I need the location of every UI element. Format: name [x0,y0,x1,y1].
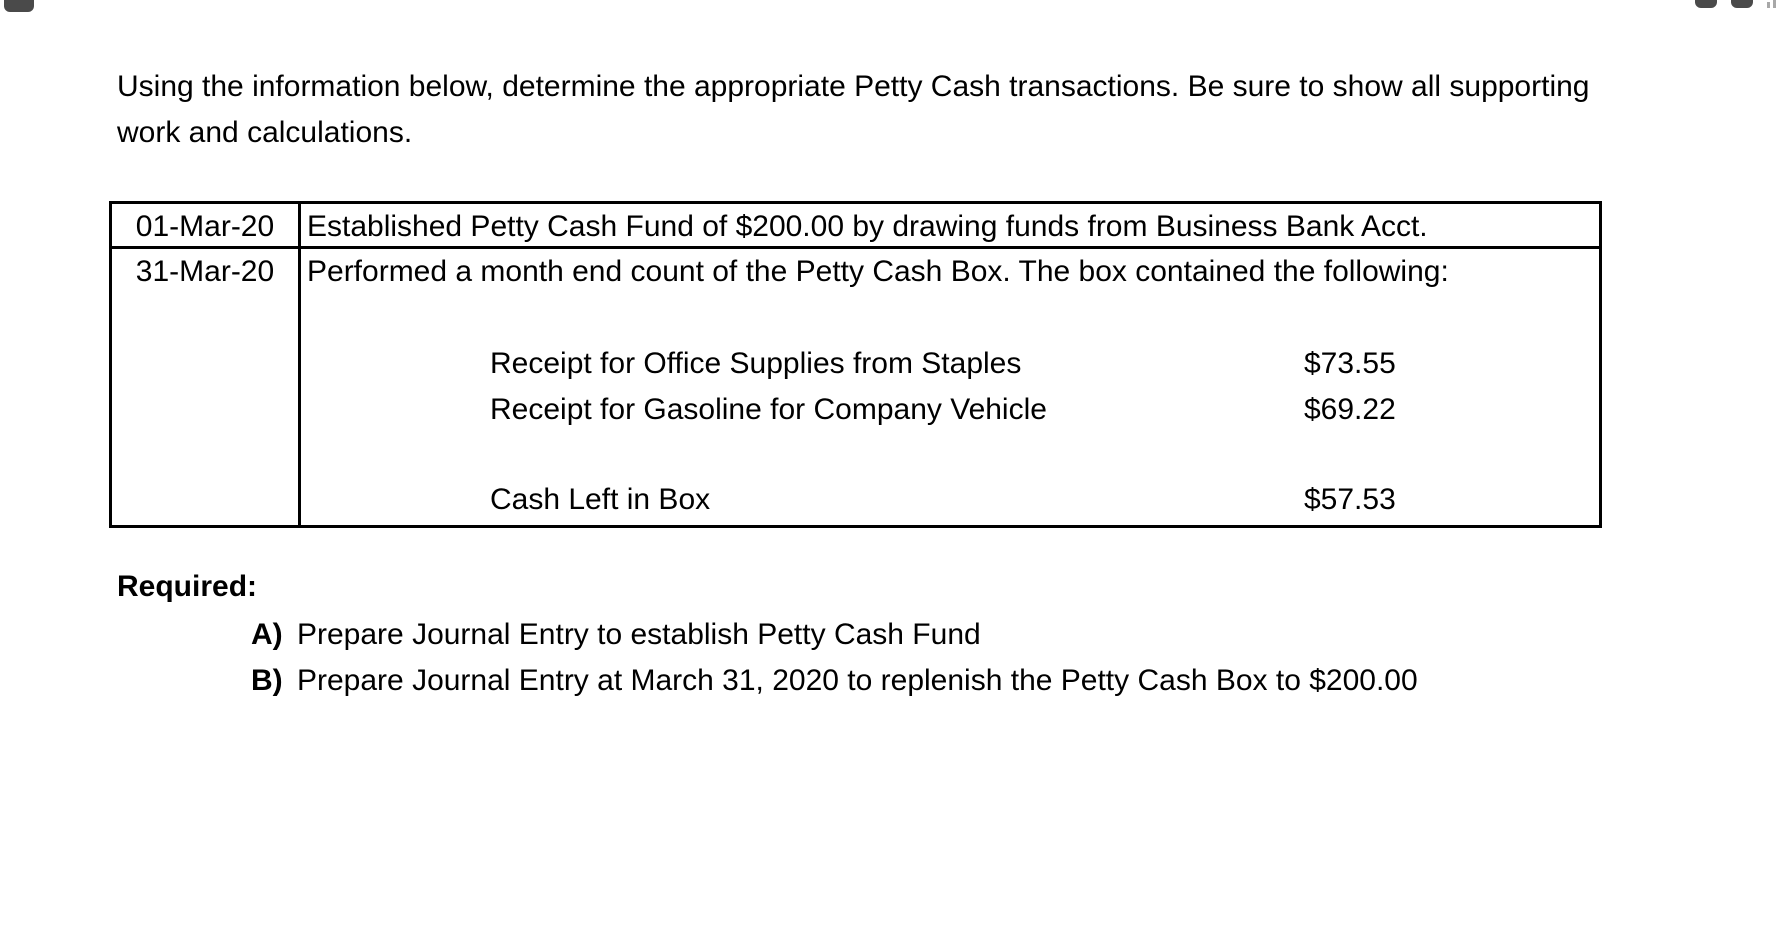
top-left-toolbar-fragment [0,0,34,12]
transaction-date: 31-Mar-20 [111,248,300,527]
required-item-text: Prepare Journal Entry at March 31, 2020 to replenish the Petty Cash Box to $200.00 [297,664,1418,697]
list-item [490,341,1593,387]
required-item-letter: B) [251,664,283,697]
required-heading: Required: [117,570,258,603]
instructions-line-1: Using the information below, determine the appropriate Petty Cash transactions. Be sure to show all supporting [117,70,1590,103]
item-amount: $73.55 [1304,347,1396,380]
table-row [111,203,1601,248]
table-row [111,248,1601,527]
instructions-line-2: work and calculations. [117,116,413,149]
required-list [251,612,1418,704]
toolbar-fragment-icon [4,0,34,12]
top-right-status-fragment [1695,0,1778,8]
transactions-table [109,201,1602,528]
app-icon [1695,0,1717,8]
box-contents-list [490,341,1593,523]
list-item [490,387,1593,433]
transaction-description-cell [300,248,1601,527]
transaction-date: 01-Mar-20 [111,203,300,248]
list-item [251,612,1418,658]
transaction-description: Performed a month end count of the Petty Cash Box. The box contained the following: [307,255,1449,288]
app-icon [1731,0,1753,8]
list-item [490,477,1593,523]
item-label: Receipt for Office Supplies from Staples [490,347,1022,380]
item-amount: $57.53 [1304,483,1396,516]
item-amount: $69.22 [1304,393,1396,426]
required-item-text: Prepare Journal Entry to establish Petty Cash Fund [297,618,981,651]
required-item-letter: A) [251,618,283,651]
transaction-description: Established Petty Cash Fund of $200.00 by drawing funds from Business Bank Acct. [300,203,1601,248]
item-label: Receipt for Gasoline for Company Vehicle [490,393,1047,426]
item-label: Cash Left in Box [490,483,711,516]
instructions-paragraph [117,64,1717,156]
signal-icon [1767,0,1778,8]
list-item [251,658,1418,704]
